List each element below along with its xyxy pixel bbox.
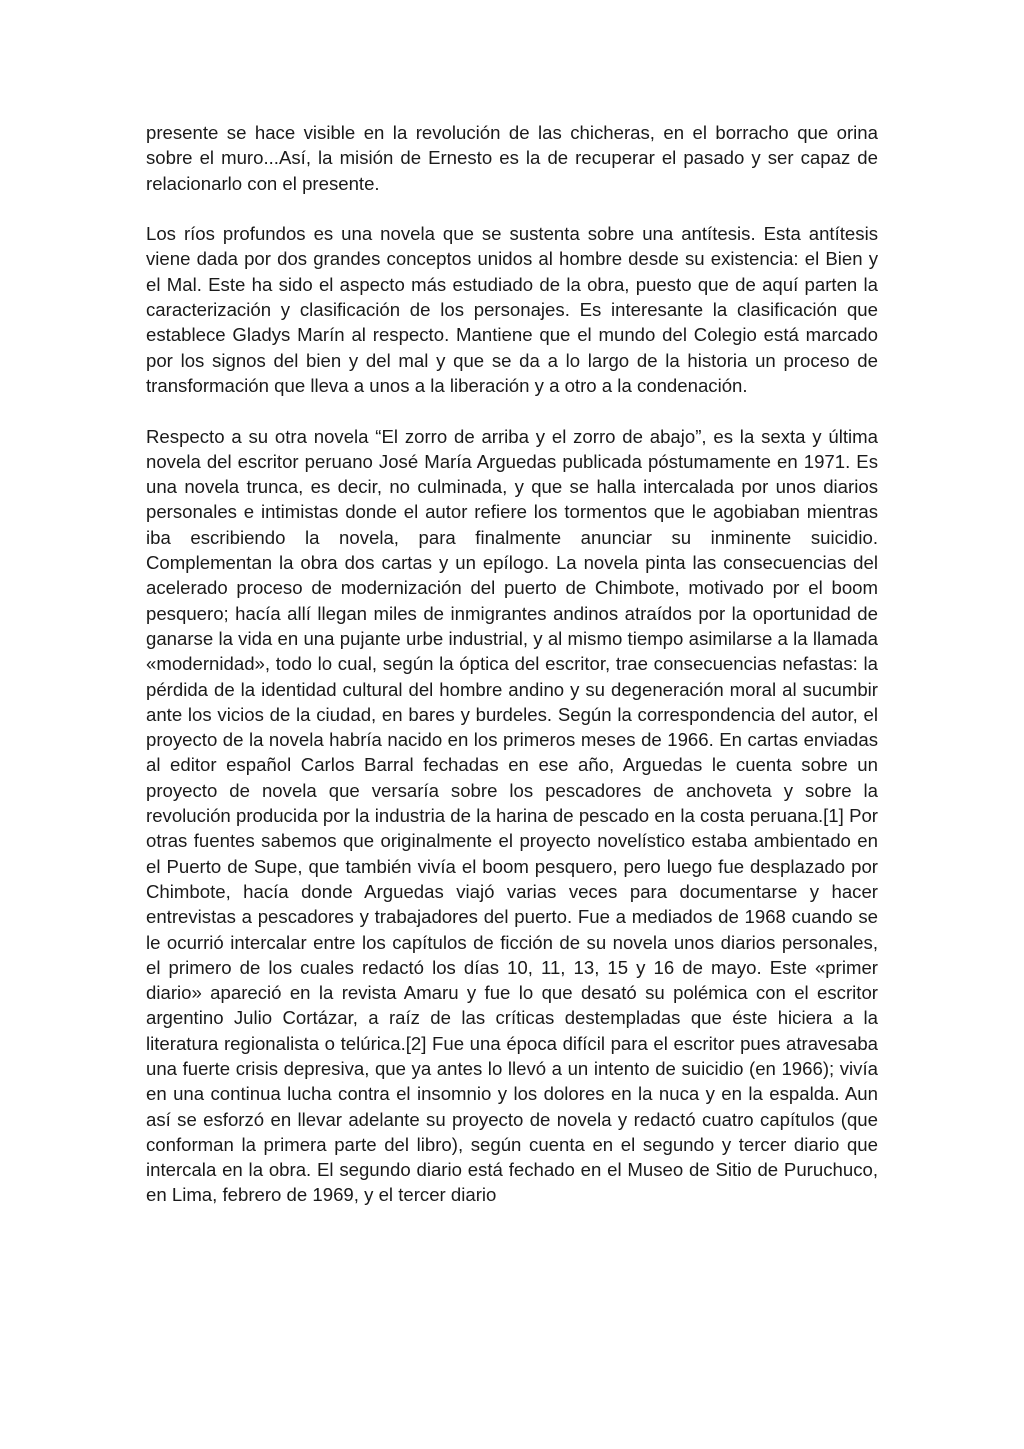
paragraph-1: presente se hace visible en la revolución de las chicheras, en el borracho que orina sobre el muro...Así, la misión de Ernesto es la de recuperar el pasado y ser capaz de relacionarlo con el presente. (146, 122, 878, 194)
document-body (146, 120, 878, 1208)
paragraph-2: Los ríos profundos es una novela que se sustenta sobre una antítesis. Esta antítesis viene dada por dos grandes conceptos unidos al hombre desde su existencia: el Bien y el Mal. Este ha sido el aspecto más estudiado de la obra, puesto que de aquí parten la caracterización y clasificación de los personajes. Es interesante la clasificación que establece Gladys Marín al respecto. Mantiene que el mundo del Colegio está marcado por los signos del bien y del mal y que se da a lo largo de la historia un proceso de transformación que lleva a unos a la liberación y a otro a la condenación. (146, 223, 878, 396)
paragraph-3: Respecto a su otra novela “El zorro de arriba y el zorro de abajo”, es la sexta y última novela del escritor peruano José María Arguedas publicada póstumamente en 1971. Es una novela trunca, es decir, no culminada, y que se halla intercalada por unos diarios personales e intimistas donde el autor refiere los tormentos que le agobiaban mientras iba escribiendo la novela, para finalmente anunciar su inminente suicidio. Complementan la obra dos cartas y un epílogo. La novela pinta las consecuencias del acelerado proceso de modernización del puerto de Chimbote, motivado por el boom pesquero; hacía allí llegan miles de inmigrantes andinos atraídos por la oportunidad de ganarse la vida en una pujante urbe industrial, y al mismo tiempo asimilarse a la llamada «modernidad», todo lo cual, según la óptica del escritor, trae consecuencias nefastas: la pérdida de la identidad cultural del hombre andino y su degeneración moral al sucumbir ante los vicios de la ciudad, en bares y burdeles. Según la correspondencia del autor, el proyecto de la novela habría nacido en los primeros meses de 1966. En cartas enviadas al editor español Carlos Barral fechadas en ese año, Arguedas le cuenta sobre un proyecto de novela que versaría sobre los pescadores de anchoveta y sobre la revolución producida por la industria de la harina de pescado en la costa peruana.[1] Por otras fuentes sabemos que originalmente el proyecto novelístico estaba ambientado en el Puerto de Supe, que también vivía el boom pesquero, pero luego fue desplazado por Chimbote, hacía donde Arguedas viajó varias veces para documentarse y hacer entrevistas a pescadores y trabajadores del puerto. Fue a mediados de 1968 cuando se le ocurrió intercalar entre los capítulos de ficción de su novela unos diarios personales, el primero de los cuales redactó los días 10, 11, 13, 15 y 16 de mayo. Este «primer diario» apareció en la revista Amaru y fue lo que desató su polémica con el escritor argentino Julio Cortázar, a raíz de las críticas destempladas que éste hiciera a la literatura regionalista o telúrica.[2] Fue una época difícil para el escritor pues atravesaba una fuerte crisis depresiva, que ya antes lo llevó a un intento de suicidio (en 1966); vivía en una continua lucha contra el insomnio y los dolores en la nuca y en la espalda. Aun así se esforzó en llevar adelante su proyecto de novela y redactó cuatro capítulos (que conforman la primera parte del libro), según cuenta en el segundo y tercer diario que intercala en la obra. El segundo diario está fechado en el Museo de Sitio de Puruchuco, en Lima, febrero de 1969, y el tercer diario (146, 425, 878, 1206)
